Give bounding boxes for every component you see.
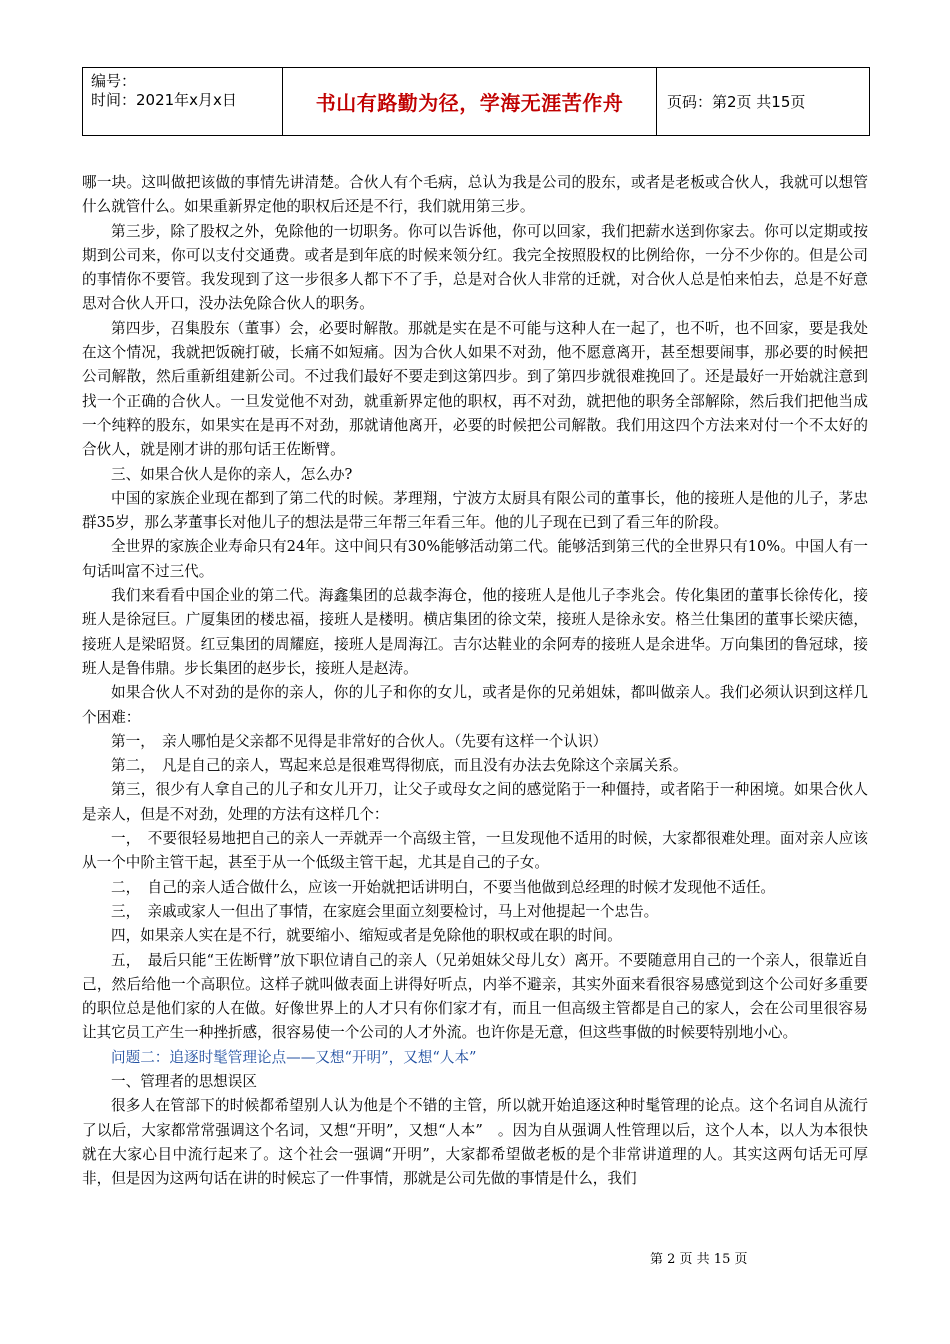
paragraph: 第四步，召集股东（董事）会，必要时解散。那就是实在是不可能与这种人在一起了，也不听，也不回家，要是我处在这个情况，我就把饭碗打破，长痛不如短痛。因为合伙人如果不对劲，他不愿意离开，甚至想要闹事，那必要的时候把公司解散，然后重新组建新公司。不过我们最好不要走到这第四步。到了第四步就很难挽回了。还是最好一开始就注意到找一个正确的合伙人。一旦发觉他不对劲，就重新界定他的职权，再不对劲，就把他的职务全部解除，然后我们把他当成一个纯粹的股东，如果实在是再不对劲，那就请他离开，必要的时候把公司解散。我们用这四个方法来对付一个不太好的合伙人，就是刚才讲的那句话王佐断臂。 (82, 319, 868, 459)
paragraph: 中国的家族企业现在都到了第二代的时候。茅理翔，宁波方太厨具有限公司的董事长，他的接班人是他的儿子，茅忠群35岁，那么茅董事长对他儿子的想法是带三年帮三年看三年。他的儿子现在已到了看三年的阶段。 (82, 489, 868, 532)
paragraph: 三， 亲戚或家人一但出了事情，在家庭会里面立刻要检讨，马上对他提起一个忠告。 (111, 902, 659, 920)
paragraph: 一、管理者的思想误区 (111, 1072, 257, 1090)
document-time-label: 时间：2021年x月x日 (91, 91, 237, 109)
paragraph: 问题二：追逐时髦管理论点——又想“开明”，又想“人本” (111, 1048, 477, 1066)
paragraph: 第一， 亲人哪怕是父亲都不见得是非常好的合伙人。（先要有这样一个认识） (111, 732, 608, 750)
paragraph: 全世界的家族企业寿命只有24年。这中间只有30%能够活动第二代。能够活到第三代的全世界只有10%。中国人有一句话叫富不过三代。 (82, 538, 868, 580)
document-number-label: 编号： (91, 72, 137, 90)
page-footer: 第 2 页 共 15 页 (650, 1252, 748, 1267)
paragraph: 一， 不要很轻易地把自己的亲人一弄就弄一个高级主管，一旦发现他不适用的时候，大家都很难处理。面对亲人应该从一个中阶主管干起，甚至于从一个低级主管干起，尤其是自己的子女。 (82, 830, 868, 872)
page-header (82, 67, 870, 136)
paragraph: 如果合伙人不对劲的是你的亲人，你的儿子和你的女儿，或者是你的兄弟姐妹，都叫做亲人。我们必须认识到这样几个困难： (82, 684, 868, 726)
paragraph: 五， 最后只能“王佐断臂”放下职位请自己的亲人（兄弟姐妹父母儿女）离开。不要随意用自己的一个亲人，很靠近自己，然后给他一个高职位。这样子就叫做表面上讲得好听点，内举不避亲，其实外面来看很容易感觉到这个公司好多重要的职位总是他们家的人在做。好像世界上的人才只有你们家才有，而且一但高级主管都是自己的家人，会在公司里很容易让其它员工产生一种挫折感，很容易使一个公司的人才外流。也许你是无意，但这些事做的时候要特别地小心。 (82, 951, 868, 1042)
paragraph: 哪一块。这叫做把该做的事情先讲清楚。合伙人有个毛病，总认为我是公司的股东，或者是老板或合伙人，我就可以想管什么就管什么。如果重新界定他的职权后还是不行，我们就用第三步。 (82, 174, 868, 216)
header-motto: 书山有路勤为径，学海无涯苦作舟 (283, 68, 657, 135)
paragraph: 我们来看看中国企业的第二代。海鑫集团的总裁李海仓，他的接班人是他儿子李兆会。传化集团的董事长徐传化，接班人是徐冠巨。广厦集团的楼忠福，接班人是楼明。横店集团的徐文荣，接班人是徐永安。格兰仕集团的董事长梁庆德，接班人是梁昭贤。红豆集团的周耀庭，接班人是周海江。吉尔达鞋业的余阿寿的接班人是余进华。万向集团的鲁冠球，接班人是鲁伟鼎。步长集团的赵步长，接班人是赵涛。 (82, 587, 868, 677)
paragraph: 二， 自己的亲人适合做什么，应该一开始就把话讲明白，不要当他做到总经理的时候才发现他不适任。 (111, 878, 776, 896)
paragraph: 三、如果合伙人是你的亲人，怎么办? (111, 465, 353, 483)
paragraph: 第三步，除了股权之外，免除他的一切职务。你可以告诉他，你可以回家，我们把薪水送到你家去。你可以定期或按期到公司来，你可以支付交通费。或者是到年底的时候来领分红。我完全按照股权的比例给你，一分不少你的。但是公司的事情你不要管。我发现到了这一步很多人都下不了手，总是对合伙人非常的迁就，对合伙人总是怕来怕去，总是不好意思对合伙人开口，没办法免除合伙人的职务。 (82, 222, 868, 313)
paragraph: 四，如果亲人实在是不行，就要缩小、缩短或者是免除他的职权或在职的时间。 (111, 927, 622, 945)
header-left-cell (83, 68, 283, 135)
paragraph: 第二， 凡是自己的亲人，骂起来总是很难骂得彻底，而且没有办法去免除这个亲属关系。 (111, 757, 688, 775)
paragraph: 第三，很少有人拿自己的儿子和女儿开刀，让父子或母女之间的感觉陷于一种僵持，或者陷于一种困境。如果合伙人是亲人，但是不对劲，处理的方法有这样几个： (82, 781, 868, 823)
document-body (82, 171, 868, 1191)
paragraph: 很多人在管部下的时候都希望别人认为他是个不错的主管，所以就开始追逐这种时髦管理的论点。这个名词自从流行了以后，大家都常常强调这个名词，又想“开明”，又想“人本” 。因为自从强调人性管理以后，这个人本，以人为本很快就在大家心目中流行起来了。这个社会一强调“开明”，大家都希望做老板的是个非常讲道理的人。其实这两句话无可厚非，但是因为这两句话在讲的时候忘了一件事情，那就是公司先做的事情是什么，我们 (82, 1097, 868, 1188)
header-page-info: 页码：第2页 共15页 (667, 93, 806, 111)
